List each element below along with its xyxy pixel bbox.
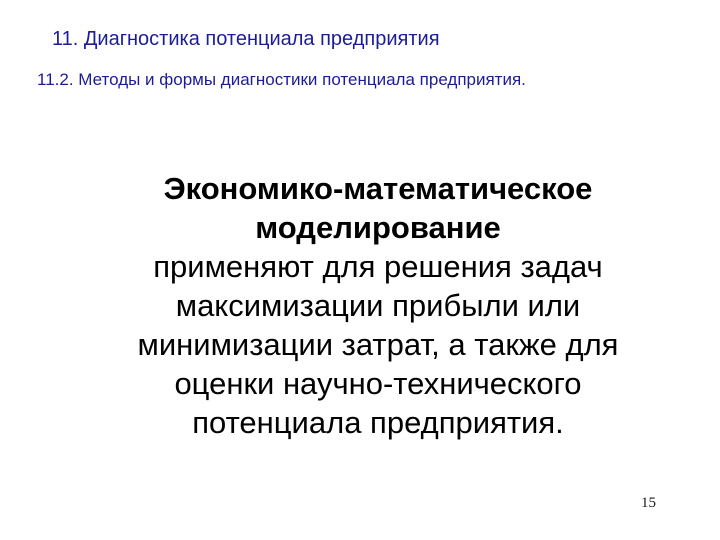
content-body-line-5: потенциала предприятия. xyxy=(192,405,564,440)
page-number: 15 xyxy=(641,495,656,511)
content-heading-line-2: моделирование xyxy=(255,210,501,245)
slide-header-title: 11. Диагностика потенциала предприятия xyxy=(52,28,440,50)
slide-header-subtitle: 11.2. Методы и формы диагностики потенциала предприятия. xyxy=(37,70,526,89)
content-body-line-3: минимизации затрат, а также для xyxy=(137,327,619,362)
slide-content xyxy=(100,169,656,442)
content-body-line-1: применяют для решения задач xyxy=(153,249,603,284)
content-body-line-2: максимизации прибыли или xyxy=(175,288,581,323)
content-heading-line-1: Экономико-математическое xyxy=(163,171,593,206)
content-body-line-4: оценки научно-технического xyxy=(174,366,582,401)
